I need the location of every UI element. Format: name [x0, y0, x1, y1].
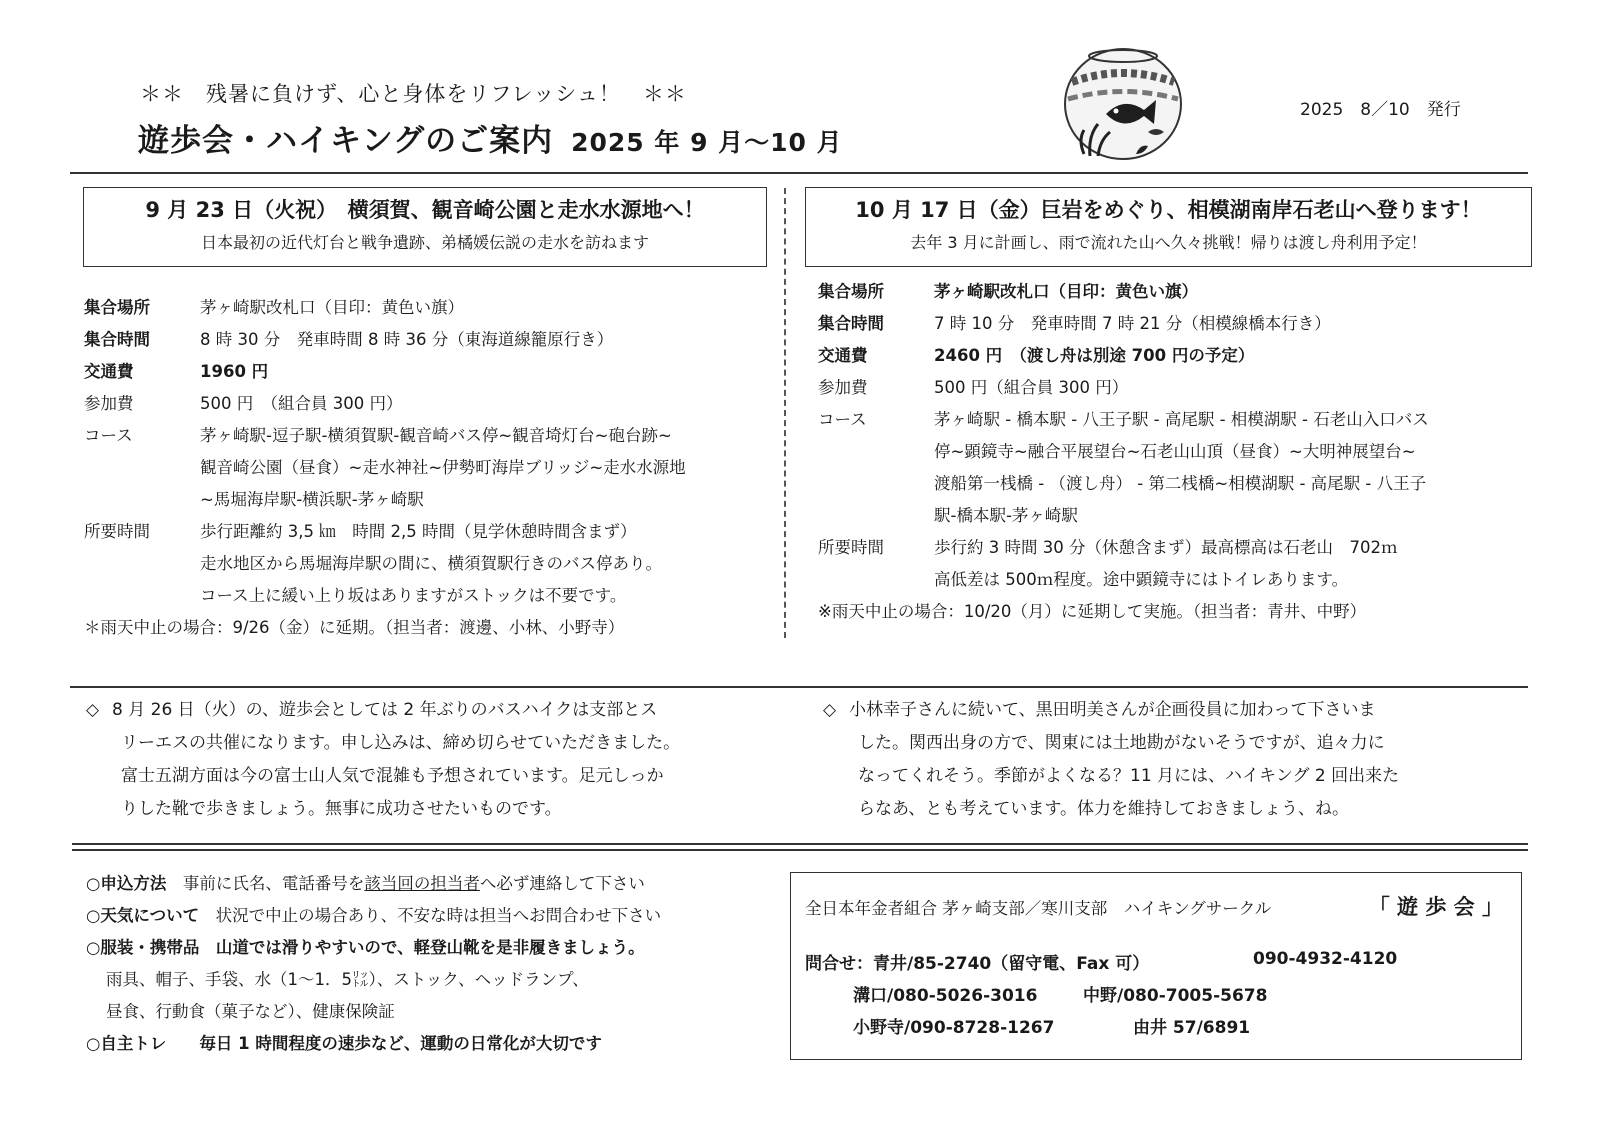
contact-box — [790, 872, 1522, 1060]
column-divider — [784, 188, 786, 638]
header-divider — [70, 172, 1528, 174]
duration-value — [934, 532, 1538, 596]
duration-line: コース上に緩い上り坂はありますがストックは不要です。 — [200, 586, 627, 605]
fee-label: 参加費 — [818, 378, 868, 397]
info-weather — [86, 900, 661, 932]
meet-place-value: 茅ヶ崎駅改札口（目印：黄色い旗） — [934, 282, 1198, 301]
course-line: 駅-橋本駅-茅ヶ崎駅 — [934, 506, 1078, 525]
info-weather-text: 状況で中止の場合あり、不安な時は担当へお問合わせ下さい — [215, 906, 662, 925]
info-training-text: 毎日 1 時間程度の速歩など、運動の日常化が大切です — [199, 1034, 602, 1053]
announcement-line: 小林幸子さんに続いて、黒田明美さんが企画役員に加わって下さいま — [849, 700, 1376, 720]
event2-title: 10 月 17 日（金）巨岩をめぐり、相模湖南岸石老山へ登ります！ — [855, 198, 1482, 222]
duration-value — [200, 516, 774, 612]
event2-box — [805, 187, 1532, 267]
meet-time-label: 集合時間 — [818, 314, 884, 333]
info-weather-label: ○天気について — [86, 906, 200, 925]
announcement-line: した。関西出身の方で、関東には土地勘がないそうですが、追々力に — [858, 733, 1385, 753]
contact-yui: 由井 57/6891 — [1133, 1018, 1251, 1038]
announcement-1 — [86, 694, 776, 826]
info-gear-label: ○服装・携帯品 — [86, 938, 200, 957]
course-value — [934, 404, 1538, 532]
event1-details — [84, 292, 774, 644]
event2-subtitle: 去年 3 月に計画し、雨で流れた山へ久々挑戦！帰りは渡し舟利用予定！ — [910, 233, 1427, 252]
meet-place-value: 茅ヶ崎駅改札口（目印：黄色い旗） — [200, 298, 464, 317]
announcement-line: なってくれそう。季節がよくなる？11 月には、ハイキング 2 回出来た — [858, 766, 1400, 786]
contact-aoi: 青井/85-2740（留守電、Fax 可） — [873, 954, 1150, 974]
course-line: 茅ヶ崎駅 - 橋本駅 - 八王子駅 - 高尾駅 - 相模湖駅 - 石老山入口バス — [934, 410, 1429, 429]
duration-line: 歩行距離約 3,5 ㎞ 時間 2,5 時間（見学休憩時間含まず） — [200, 522, 637, 541]
meet-time-value: 7 時 10 分 発車時間 7 時 21 分（相模線橋本行き） — [934, 314, 1331, 333]
fare-value: 2460 円 （渡し舟は別途 700 円の予定） — [934, 346, 1255, 365]
diamond-icon: ◇ — [86, 700, 100, 720]
duration-line: 走水地区から馬堀海岸駅の間に、横須賀駅行きのバス停あり。 — [200, 554, 662, 573]
contact-row-1 — [805, 949, 1149, 974]
info-training — [86, 1028, 661, 1060]
contact-aoi-mobile: 090-4932-4120 — [1253, 949, 1398, 969]
fee-value: 500 円 （組合員 300 円） — [200, 394, 403, 413]
slogan: ＊＊ 残暑に負けず、心と身体をリフレッシュ！ ＊＊ — [140, 82, 687, 106]
fare-label: 交通費 — [84, 362, 134, 381]
event2-details — [818, 276, 1538, 628]
meet-time-value: 8 時 30 分 発車時間 8 時 36 分（東海道線籠原行き） — [200, 330, 614, 349]
org-line: 全日本年金者組合 茅ヶ崎支部／寒川支部 ハイキングサークル — [805, 899, 1272, 918]
event1-title: 9 月 23 日（火祝） 横須賀、観音崎公園と走水水源地へ！ — [145, 198, 705, 222]
fare-value: 1960 円 — [200, 362, 269, 381]
fee-label: 参加費 — [84, 394, 134, 413]
course-line: 観音崎公園（昼食）~走水神社~伊勢町海岸ブリッジ~走水水源地 — [200, 458, 686, 477]
info-gear — [86, 932, 661, 964]
event1-rain-note: ＊雨天中止の場合：9/26（金）に延期。（担当者：渡邊、小林、小野寺） — [84, 618, 625, 637]
event2-rain-note: ※雨天中止の場合：10/20（月）に延期して実施。（担当者：青井、中野） — [818, 602, 1367, 621]
announcement-2 — [823, 694, 1523, 826]
double-divider-bottom — [72, 849, 1528, 851]
contact-nakano: 中野/080-7005-5678 — [1083, 986, 1268, 1006]
page-title — [138, 115, 843, 160]
title-text: 遊歩会・ハイキングのご案内 — [138, 123, 554, 159]
course-line: 茅ヶ崎駅-逗子駅-横須賀駅-観音崎バス停~観音埼灯台~砲台跡~ — [200, 426, 672, 445]
fee-value: 500 円（組合員 300 円） — [934, 378, 1129, 397]
info-apply-label: ○申込方法 — [86, 874, 167, 893]
info-apply-text-end: へ必ず連絡して下さい — [479, 874, 645, 893]
event1-box — [83, 187, 767, 267]
announcement-line: 富士五湖方面は今の富士山人気で混雑も予想されています。足元しっか — [121, 766, 664, 786]
duration-line: 歩行約 3 時間 30 分（休憩含まず）最高標高は石老山 702ｍ — [934, 538, 1398, 557]
info-apply — [86, 868, 661, 900]
info-gear-line: 昼食、行動食（菓子など）、健康保険証 — [106, 1002, 395, 1021]
info-apply-underlined: 該当回の担当者 — [364, 874, 480, 893]
announcement-line: らなあ、とも考えています。体力を維持しておきましょう、ね。 — [858, 799, 1349, 819]
info-apply-text: 事前に氏名、電話番号を — [182, 874, 365, 893]
inquiry-label: 問合せ： — [805, 954, 873, 974]
contact-onodera: 小野寺/090-8728-1267 — [853, 1018, 1055, 1038]
course-value — [200, 420, 774, 516]
title-period: 2025 年 9 月〜10 月 — [571, 128, 843, 157]
announcement-line: りした靴で歩きましょう。無事に成功させたいものです。 — [121, 799, 562, 819]
double-divider-top — [72, 843, 1528, 845]
duration-line: 高低差は 500ｍ程度。途中顕鏡寺にはトイレあります。 — [934, 570, 1349, 589]
announcement-line: リーエスの共催になります。申し込みは、締め切らせていただきました。 — [121, 733, 681, 753]
issue-date: 2025 8／10 発行 — [1300, 100, 1461, 120]
meet-place-label: 集合場所 — [818, 282, 884, 301]
fare-label: 交通費 — [818, 346, 868, 365]
announcement-line: 8 月 26 日（火）の、遊歩会としては 2 年ぶりのバスハイクは支部とス — [112, 700, 658, 720]
info-list — [86, 868, 661, 1060]
info-gear-text: 山道では滑りやすいので、軽登山靴を是非履きましょう。 — [215, 938, 645, 957]
course-line: ~馬堀海岸駅-横浜駅-茅ヶ崎駅 — [200, 490, 424, 509]
org-name: 「 遊 歩 会 」 — [1368, 895, 1503, 919]
course-line: 渡船第一桟橋 - （渡し舟） - 第二桟橋~相模湖駅 - 高尾駅 - 八王子 — [934, 474, 1427, 493]
duration-label: 所要時間 — [818, 538, 884, 557]
fishbowl-icon — [1058, 44, 1188, 162]
contact-mizoguchi: 溝口/080-5026-3016 — [853, 986, 1038, 1006]
duration-label: 所要時間 — [84, 522, 150, 541]
section-divider — [70, 686, 1528, 688]
info-training-label: ○自主トレ — [86, 1034, 167, 1053]
meet-time-label: 集合時間 — [84, 330, 150, 349]
course-label: コース — [84, 426, 133, 445]
meet-place-label: 集合場所 — [84, 298, 150, 317]
info-gear-line: 雨具、帽子、手袋、水（1～1．5㍑）、ストック、ヘッドランプ、 — [106, 970, 589, 989]
event1-subtitle: 日本最初の近代灯台と戦争遺跡、弟橘媛伝説の走水を訪ねます — [200, 233, 649, 252]
diamond-icon: ◇ — [823, 700, 837, 720]
course-label: コース — [818, 410, 867, 429]
course-line: 停~顕鏡寺~融合平展望台~石老山山頂（昼食）~大明神展望台~ — [934, 442, 1416, 461]
